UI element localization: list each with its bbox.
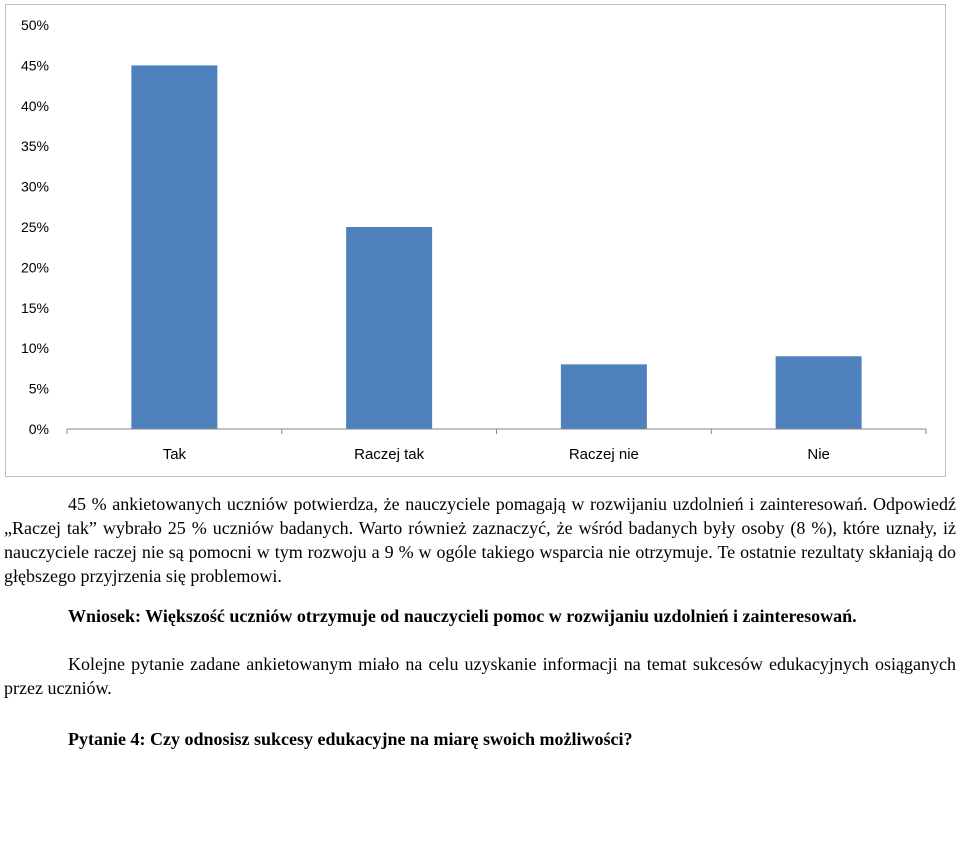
paragraph-conclusion: Wniosek: Większość uczniów otrzymuje od nauczycieli pomoc w rozwijaniu uzdolnień i zainteresowań.: [68, 606, 857, 626]
chart-frame: [5, 4, 946, 477]
x-category-label: Nie: [807, 446, 830, 463]
x-axis-ticks: [67, 429, 926, 434]
x-category-label: Raczej nie: [568, 446, 639, 463]
bar-3: [561, 364, 647, 429]
y-axis-ticks: [21, 17, 49, 437]
y-tick-label: 50%: [20, 17, 49, 33]
paragraph-results: 45 % ankietowanych uczniów potwierdza, że nauczyciele pomagają w rozwijaniu uzdolnień i zainteresowań. Odpowiedź „Raczej tak” wybrało 25 % uczniów badanych. Warto również zaznaczyć, że wśród badanych były osoby (8 %), które uznały, iż nauczyciele raczej nie są pomocni w tym rozwoju a 9 % w ogóle takiego wsparcia nie otrzymuje. Te ostatnie rezultaty skłaniają do głębszego przyjrzenia się problemowi.: [4, 494, 956, 586]
y-tick-label: 0%: [28, 421, 49, 437]
x-category-label: Tak: [162, 446, 187, 463]
bar-1: [131, 65, 217, 429]
y-tick-label: 40%: [20, 97, 49, 114]
bars: [131, 65, 861, 429]
y-tick-label: 35%: [20, 138, 49, 155]
question-4-heading: Pytanie 4: Czy odnosisz sukcesy edukacyjne na miarę swoich możliwości?: [68, 729, 633, 749]
x-category-label: Raczej tak: [354, 446, 425, 463]
bar-2: [346, 227, 432, 429]
text-body: [4, 492, 956, 751]
bar-4: [776, 356, 862, 429]
y-tick-label: 30%: [20, 178, 49, 195]
y-tick-label: 5%: [28, 380, 49, 397]
bar-chart: [6, 5, 945, 476]
y-tick-label: 15%: [20, 299, 49, 316]
paragraph-next-question-intro: Kolejne pytanie zadane ankietowanym miało na celu uzyskanie informacji na temat sukcesów edukacyjnych osiąganych przez uczniów.: [4, 654, 956, 698]
y-tick-label: 45%: [20, 57, 49, 74]
x-axis-labels: [163, 446, 830, 463]
y-tick-label: 20%: [20, 259, 49, 276]
y-tick-label: 10%: [20, 340, 49, 357]
y-tick-label: 25%: [20, 219, 49, 235]
